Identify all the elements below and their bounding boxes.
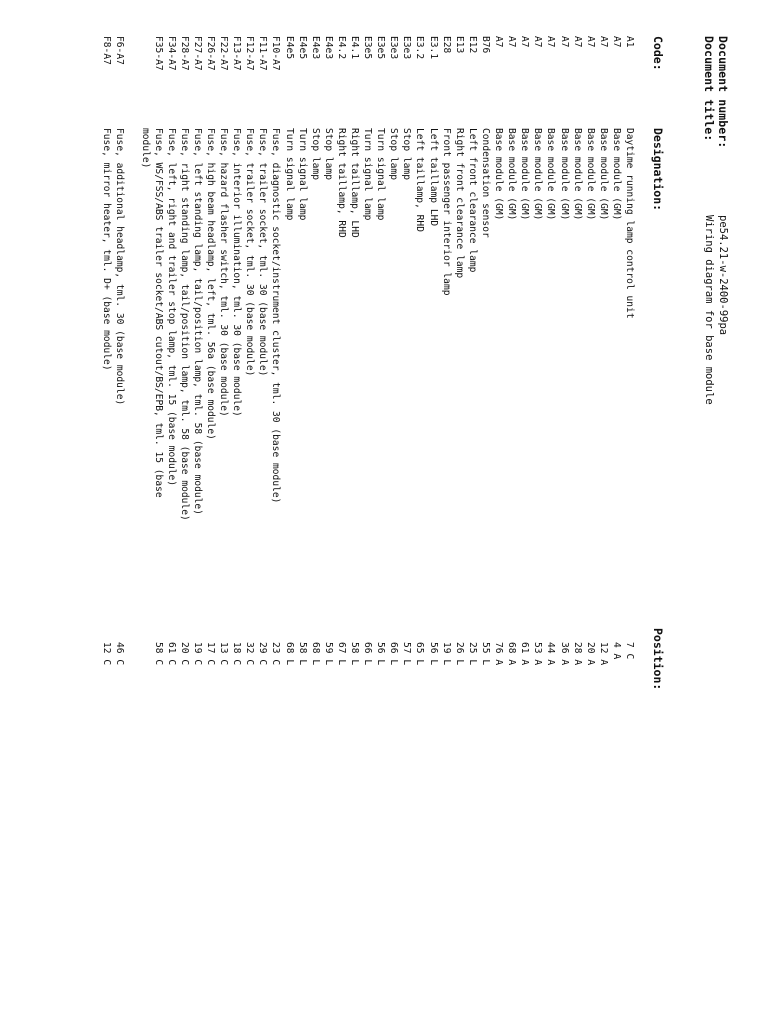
row-designation: Base module (GM) <box>571 128 583 221</box>
row-code: A7 <box>532 36 544 48</box>
row-designation: Left taillamp, RHD <box>414 128 426 232</box>
row-code: A7 <box>597 36 609 48</box>
row-position: 20 C <box>178 642 190 666</box>
list-item <box>282 0 295 1024</box>
row-designation: Left front clearance lamp <box>466 128 478 273</box>
row-position: 20 A <box>584 642 596 666</box>
code-column-header: Code: <box>651 36 665 71</box>
list-item <box>335 0 348 1024</box>
row-code: E12 <box>466 36 478 54</box>
row-designation: Turn signal lamp <box>375 128 387 221</box>
row-designation: Fuse, mirror heater, tml. D+ (base module) <box>101 128 113 371</box>
list-item <box>466 0 479 1024</box>
row-code: E3e3 <box>401 36 413 60</box>
row-code: A7 <box>610 36 622 48</box>
row-code: E4e5 <box>296 36 308 60</box>
list-item <box>427 0 440 1024</box>
row-code: E4e3 <box>322 36 334 60</box>
list-item <box>610 0 623 1024</box>
row-designation: Base module (GM) <box>506 128 518 221</box>
list-item <box>571 0 584 1024</box>
row-designation: Base module (GM) <box>493 128 505 221</box>
list-item <box>217 0 230 1024</box>
list-item <box>557 0 570 1024</box>
row-designation: Fuse, interior illumination, tml. 30 (base module) <box>231 128 243 417</box>
list-item <box>400 0 413 1024</box>
row-code: F35-A7 <box>152 36 164 71</box>
row-designation: Front passenger interior lamp <box>440 128 452 296</box>
list-item <box>191 0 204 1024</box>
row-position: 4 A <box>610 642 622 660</box>
row-designation: Base module (GM) <box>519 128 531 221</box>
row-code: F12-A7 <box>244 36 256 71</box>
row-code: A7 <box>571 36 583 48</box>
row-position: 58 L <box>296 642 308 666</box>
doc-title-value: Wiring diagram for base module <box>703 215 715 405</box>
list-item <box>453 0 466 1024</box>
row-code: E4.2 <box>335 36 347 60</box>
row-position: 66 L <box>388 642 400 666</box>
list-item <box>387 0 400 1024</box>
row-position: 12 A <box>597 642 609 666</box>
list-item <box>518 0 531 1024</box>
row-position: 23 C <box>270 642 282 666</box>
row-designation: Stop lamp <box>309 128 321 180</box>
row-designation: module) <box>139 128 151 169</box>
designation-column-header: Designation: <box>651 128 665 212</box>
row-position: 32 C <box>244 642 256 666</box>
row-position: 13 C <box>218 642 230 666</box>
row-code: E3.1 <box>427 36 439 60</box>
component-list <box>100 0 636 1024</box>
row-code: A7 <box>545 36 557 48</box>
list-item <box>178 0 191 1024</box>
row-designation: Base module (GM) <box>610 128 622 221</box>
row-code: E3e5 <box>362 36 374 60</box>
doc-title-label: Document title: <box>702 36 716 142</box>
row-code: E4.1 <box>349 36 361 60</box>
row-designation: Base module (GM) <box>545 128 557 221</box>
row-position: 76 A <box>493 642 505 666</box>
row-position: 18 C <box>231 642 243 666</box>
row-designation: Stop lamp <box>401 128 413 180</box>
row-code: E13 <box>453 36 465 54</box>
row-position: 53 A <box>532 642 544 666</box>
doc-number-label: Document number: <box>716 36 730 149</box>
list-item <box>479 0 492 1024</box>
list-item <box>113 0 126 1024</box>
row-code: A7 <box>506 36 518 48</box>
row-designation: Right taillamp, LHD <box>349 128 361 238</box>
row-position: 36 A <box>558 642 570 666</box>
list-item <box>165 0 178 1024</box>
row-designation: Turn signal lamp <box>362 128 374 221</box>
row-position: 68 A <box>506 642 518 666</box>
row-code: F27-A7 <box>191 36 203 71</box>
row-position: 12 C <box>101 642 113 666</box>
row-position: 68 L <box>309 642 321 666</box>
row-code: A7 <box>558 36 570 48</box>
list-item <box>269 0 282 1024</box>
row-designation: Base module (GM) <box>532 128 544 221</box>
list-item <box>309 0 322 1024</box>
row-position: 68 L <box>283 642 295 666</box>
row-position: 19 L <box>440 642 452 666</box>
row-designation: Condensation sensor <box>479 128 491 238</box>
row-position: 28 A <box>571 642 583 666</box>
row-position: 7 C <box>624 642 635 660</box>
list-item <box>597 0 610 1024</box>
list-item <box>243 0 256 1024</box>
row-code: A7 <box>493 36 505 48</box>
row-code: B76 <box>479 36 491 54</box>
list-item <box>348 0 361 1024</box>
row-designation: Fuse, trailer socket, tml. 30 (base module) <box>257 128 269 377</box>
row-designation: Turn signal lamp <box>283 128 295 221</box>
row-code: A7 <box>584 36 596 48</box>
row-position: 61 A <box>519 642 531 666</box>
row-position: 19 C <box>191 642 203 666</box>
row-designation: Stop lamp <box>388 128 400 180</box>
row-position: 57 L <box>401 642 413 666</box>
row-code: F22-A7 <box>218 36 230 71</box>
list-item <box>138 0 151 1024</box>
row-position: 55 L <box>479 642 491 666</box>
row-position: 56 L <box>427 642 439 666</box>
list-item <box>623 0 636 1024</box>
list-item <box>584 0 597 1024</box>
doc-number-value: pe54.21-w-2400-99pa <box>717 215 729 336</box>
row-designation: Base module (GM) <box>584 128 596 221</box>
row-designation: Fuse, right standing lamp, tail/position lamp, tml. 58 (base module) <box>178 128 190 521</box>
row-designation: Fuse, hazard flasher switch, tml. 30 (base module) <box>218 128 230 417</box>
row-code: A7 <box>519 36 531 48</box>
row-position: 17 C <box>205 642 216 666</box>
row-designation: Fuse, left, right and trailer stop lamp, tml. 15 (base module) <box>165 128 177 487</box>
row-gap <box>126 0 138 1024</box>
row-code: F34-A7 <box>165 36 177 71</box>
list-item <box>440 0 453 1024</box>
row-position: 65 L <box>414 642 426 666</box>
row-designation: Daytime running lamp control unit <box>624 128 635 319</box>
row-code: F8-A7 <box>101 36 113 65</box>
row-position: 59 L <box>322 642 334 666</box>
list-item <box>100 0 113 1024</box>
row-designation: Right taillamp, RHD <box>335 128 347 238</box>
row-code: F13-A7 <box>231 36 243 71</box>
row-designation: Base module (GM) <box>597 128 609 221</box>
row-designation: Fuse, additional headlamp, tml. 30 (base module) <box>114 128 126 406</box>
row-code: F11-A7 <box>257 36 269 71</box>
row-code: F28-A7 <box>178 36 190 71</box>
row-code: F10-A7 <box>270 36 282 71</box>
row-designation: Right front clearance lamp <box>453 128 465 279</box>
row-position: 58 L <box>349 642 361 666</box>
list-item <box>152 0 165 1024</box>
row-position: 56 L <box>375 642 387 666</box>
list-item <box>204 0 217 1024</box>
list-item <box>256 0 269 1024</box>
row-code: E4e3 <box>309 36 321 60</box>
row-code: E28 <box>440 36 452 54</box>
row-code: E4e5 <box>283 36 295 60</box>
row-designation: Fuse, diagnostic socket/instrument cluster, tml. 30 (base module) <box>270 128 282 504</box>
row-position: 29 C <box>257 642 269 666</box>
row-designation: Base module (GM) <box>558 128 570 221</box>
row-designation: Fuse, trailer socket, tml. 30 (base module) <box>244 128 256 377</box>
list-item <box>361 0 374 1024</box>
position-column-header: Position: <box>651 628 665 691</box>
list-item <box>531 0 544 1024</box>
row-code: A1 <box>624 36 635 48</box>
row-designation: Fuse, left standing lamp, tail/position lamp, tml. 58 (base module) <box>191 128 203 515</box>
row-position: 44 A <box>545 642 557 666</box>
row-code: E3.2 <box>414 36 426 60</box>
row-code: E3e5 <box>375 36 387 60</box>
list-item <box>296 0 309 1024</box>
list-item <box>492 0 505 1024</box>
row-position: 26 L <box>453 642 465 666</box>
list-item <box>505 0 518 1024</box>
list-item <box>413 0 426 1024</box>
list-item <box>374 0 387 1024</box>
list-item <box>230 0 243 1024</box>
row-designation: Turn signal lamp <box>296 128 308 221</box>
row-designation: Fuse, WS/FSS/ABS trailer socket/ABS cutout/BS/EPB, tml. 15 (base <box>152 128 164 498</box>
row-position: 58 C <box>152 642 164 666</box>
row-code: F6-A7 <box>114 36 126 65</box>
list-item <box>544 0 557 1024</box>
row-position: 61 C <box>165 642 177 666</box>
list-item <box>322 0 335 1024</box>
row-designation: Fuse, high beam headlamp, left, tml. 56a (base module) <box>205 128 216 440</box>
row-position: 67 L <box>335 642 347 666</box>
row-designation: Left taillamp LHD <box>427 128 439 227</box>
row-position: 66 L <box>362 642 374 666</box>
row-designation: Stop lamp <box>322 128 334 180</box>
row-position: 46 C <box>114 642 126 666</box>
row-code: F26-A7 <box>205 36 216 71</box>
row-position: 25 L <box>466 642 478 666</box>
row-code: E3e3 <box>388 36 400 60</box>
